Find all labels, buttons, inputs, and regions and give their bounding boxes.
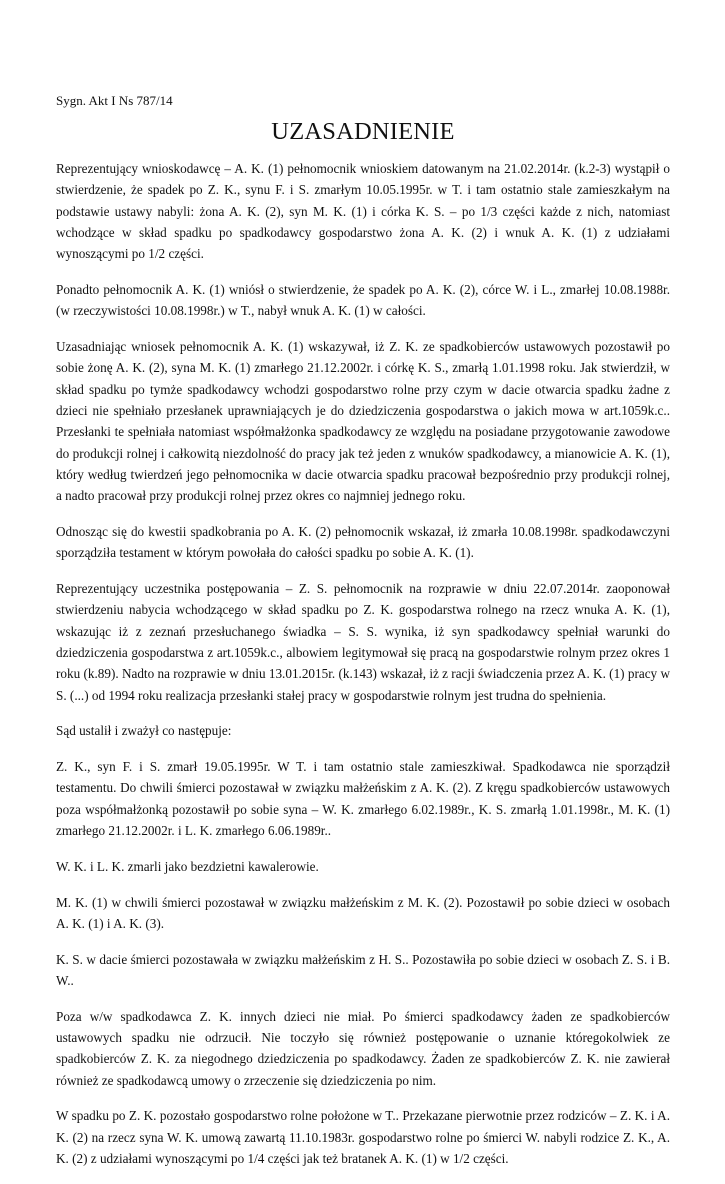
paragraph-mk-children: M. K. (1) w chwili śmierci pozostawał w związku małżeńskim z M. K. (2). Pozostawił po sobie dzieci w osobach A. K. (1) i A. K. (3).: [56, 894, 670, 931]
paragraph-no-other-heirs: Poza w/w spadkodawca Z. K. innych dzieci nie miał. Po śmierci spadkodawcy żaden ze spadkobierców ustawowych spadku nie odrzucił. Nie toczyło się również postępowanie o uznanie któregokolwiek ze spadkobierców Z. K. za niegodnego dziedziczenia po spadkodawcy. Żaden ze spadkobierców Z. K. nie zawierał również ze spadkodawcą umowy o zrzeczenie się dziedziczenia po nim.: [56, 1008, 670, 1088]
document-body: [56, 92, 670, 1184]
paragraph-bachelors: W. K. i L. K. zmarli jako bezdzietni kawalerowie.: [56, 858, 319, 874]
paragraph-court-findings-heading: Sąd ustalił i zważył co następuje:: [56, 723, 232, 739]
paragraph-ks-children: K. S. w dacie śmierci pozostawała w związku małżeńskim z H. S.. Pozostawiła po sobie dzieci w osobach Z. S. i B. W..: [56, 951, 670, 988]
paragraph-participant-objection: Reprezentujący uczestnika postępowania – Z. S. pełnomocnik na rozprawie w dniu 22.07.2014r. zaoponował stwierdzeniu nabycia wchodzącego w skład spadku po Z. K. gospodarstwa rolnego na rzecz wnuka A. K. (1), wskazując iż z zeznań przesłuchanego świadka – S. S. wynika, iż syn spadkodawcy spełniał warunki do dziedziczenia gospodarstwa z art.1059k.c., albowiem legitymował się pracą na gospodarstwie rolnym przez okres 1 roku (k.89). Nadto na rozprawie w dniu 13.01.2015r. (k.143) wskazał, iż z racji świadczenia przez A. K. (1) pracy w S. (...) od 1994 roku realizacja przesłanki stałej pracy w gospodarstwie rolnym jest trudna do spełnienia.: [56, 581, 670, 703]
document-title: UZASADNIENIE: [271, 118, 455, 145]
case-signature: Sygn. Akt I Ns 787/14: [56, 93, 173, 108]
paragraph-justification: Uzasadniając wniosek pełnomocnik A. K. (1) wskazywał, iż Z. K. ze spadkobierców ustawowych pozostawił po sobie żonę A. K. (2), syna M. K. (1) zmarłego 21.12.2002r. i córkę K. S., zmarłą 1.01.1998 roku. Jak stwierdził, w skład spadku po tymże spadkodawcy wchodzi gospodarstwo rolne przy czym w dacie otwarcia spadku żadne z dzieci nie spełniało przesłanek uprawniających je do dziedziczenia gospodarstwa o jakich mowa w art.1059k.c.. Przesłanki te spełniała natomiast współmałżonka spadkodawcy ze względu na posiadane przygotowanie zawodowe do produkcji rolnej i całkowitą niezdolność do pracy jak też jeden z wnuków spadkodawcy, a mianowicie A. K. (1), który według twierdzeń jego pełnomocnika w dacie otwarcia spadku pracował bezpośrednio przy produkcji rolnej, a nadto pracował przy produkcji rolnej przez okres co najmniej jednego roku.: [56, 339, 670, 504]
paragraph-additional-request: Ponadto pełnomocnik A. K. (1) wniósł o stwierdzenie, że spadek po A. K. (2), córce W. i L., zmarłej 10.08.1988r. (w rzeczywistości 10.08.1998r.) w T., nabył wnuk A. K. (1) w całości.: [56, 281, 670, 319]
paragraph-testament: Odnosząc się do kwestii spadkobrania po A. K. (2) pełnomocnik wskazał, iż zmarła 10.08.1998r. spadkodawczyni sporządziła testament w którym powołała do całości spadku po sobie A. K. (1).: [56, 523, 670, 561]
paragraph-decedent-facts: Z. K., syn F. i S. zmarł 19.05.1995r. W T. i tam ostatnio stale zamieszkiwał. Spadkodawca nie sporządził testamentu. Do chwili śmierci pozostawał w związku małżeńskim z A. K. (2). Z kręgu spadkobierców ustawowych poza współmałżonką pozostawił po sobie syna – W. K. zmarłego 6.02.1989r., K. S. zmarłą 1.01.1998r., M. K. (1) zmarłego 21.12.2002r. i L. K. zmarłego 6.06.1989r..: [56, 759, 670, 839]
paragraph-estate-farm: W spadku po Z. K. pozostało gospodarstwo rolne położone w T.. Przekazane pierwotnie przez rodziców – Z. K. i A. K. (2) na rzecz syna W. K. umową zawartą 11.10.1983r. gospodarstwo rolne po śmierci W. nabyli rodzice Z. K., A. K. (2) z udziałami wynoszącymi po 1/4 części jak też bratanek A. K. (1) w 1/2 części.: [56, 1108, 670, 1167]
paragraph-request: Reprezentujący wnioskodawcę – A. K. (1) pełnomocnik wnioskiem datowanym na 21.02.2014r. (k.2-3) wystąpił o stwierdzenie, że spadek po Z. K., synu F. i S. zmarłym 10.05.1995r. w T. i tam ostatnio stale zamieszkałym na podstawie ustawy nabyli: żona A. K. (2), syn M. K. (1) i córka K. S. – po 1/3 części każde z nich, natomiast wchodzące w skład spadku po spadkodawcy gospodarstwo żona A. K. (2) i wnuk A. K. (1) z udziałami wynoszącymi po 1/2 części.: [56, 161, 670, 262]
